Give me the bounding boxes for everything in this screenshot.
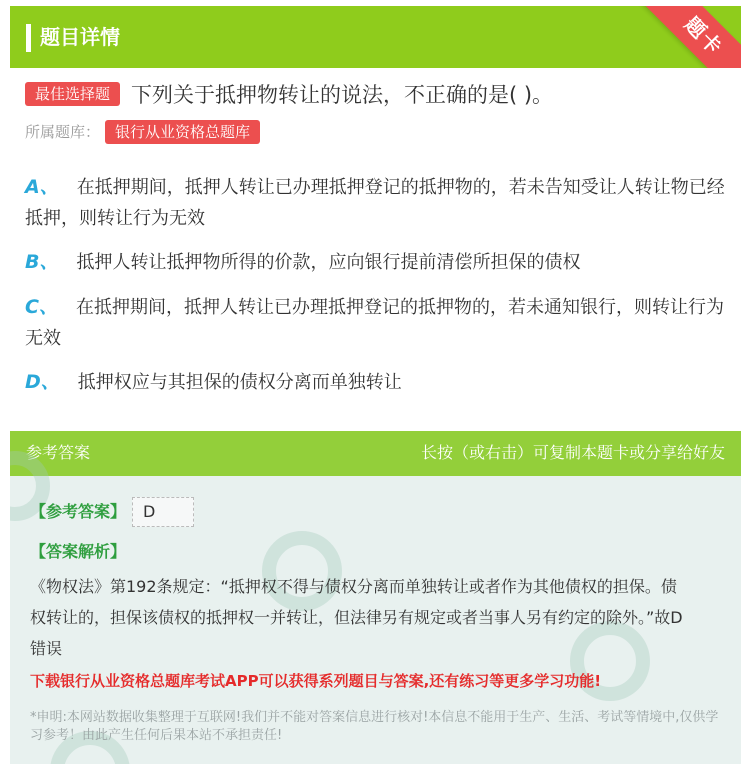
option-text: 抵押权应与其担保的债权分离而单独转让 bbox=[77, 372, 402, 393]
option-letter: B、 bbox=[25, 251, 59, 273]
answer-section bbox=[10, 431, 741, 764]
option-text: 在抵押期间，抵押人转让已办理抵押登记的抵押物的，若未告知受让人转让物已经抵押，则转让行为无效 bbox=[25, 177, 725, 229]
option-text: 在抵押期间，抵押人转让已办理抵押登记的抵押物的，若未通知银行，则转让行为无效 bbox=[25, 297, 724, 349]
option-c[interactable] bbox=[25, 292, 725, 354]
answer-label: 【参考答案】 bbox=[30, 502, 127, 521]
answer-header bbox=[10, 431, 741, 476]
question-type-badge: 最佳选择题 bbox=[25, 82, 120, 106]
option-text: 抵押人转让抵押物所得的价款，应向银行提前清偿所担保的债权 bbox=[76, 252, 581, 273]
share-hint: 长按（或右击）可复制本题卡或分享给好友 bbox=[420, 443, 725, 462]
app-promo-link[interactable]: 下载银行从业资格总题库考试APP可以获得系列题目与答案,还有练习等更多学习功能! bbox=[30, 672, 602, 690]
question-row bbox=[25, 80, 725, 112]
option-d[interactable] bbox=[25, 367, 725, 398]
option-letter: C、 bbox=[25, 296, 58, 318]
question-text: 下列关于抵押物转让的说法，不正确的是( )。 bbox=[131, 83, 554, 107]
answer-value: D bbox=[132, 497, 194, 527]
analysis-label: 【答案解析】 bbox=[30, 542, 127, 561]
header-accent-bar bbox=[26, 24, 31, 52]
option-letter: A、 bbox=[25, 176, 59, 198]
option-b[interactable] bbox=[25, 247, 725, 278]
analysis-text: 《物权法》第192条规定：“抵押权不得与债权分离而单独转让或者作为其他债权的担保。债权转让的，担保该债权的抵押权一并转让，但法律另有规定或者当事人另有约定的除外。”故D错误 bbox=[30, 577, 683, 658]
page-title: 题目详情 bbox=[40, 25, 120, 49]
card-ribbon: 题卡 bbox=[637, 6, 741, 68]
bank-label: 所属题库： bbox=[25, 123, 101, 141]
answer-header-title: 参考答案 bbox=[26, 443, 91, 462]
option-a[interactable] bbox=[25, 172, 725, 234]
disclaimer-text: *申明:本网站数据收集整理于互联网!我们并不能对答案信息进行核对!本信息不能用于生产、生活、考试等情境中,仅供学习参考！由此产生任何后果本站不承担责任! bbox=[30, 710, 719, 743]
detail-header bbox=[10, 6, 741, 68]
bank-link[interactable]: 银行从业资格总题库 bbox=[105, 120, 260, 144]
option-letter: D、 bbox=[25, 371, 60, 393]
